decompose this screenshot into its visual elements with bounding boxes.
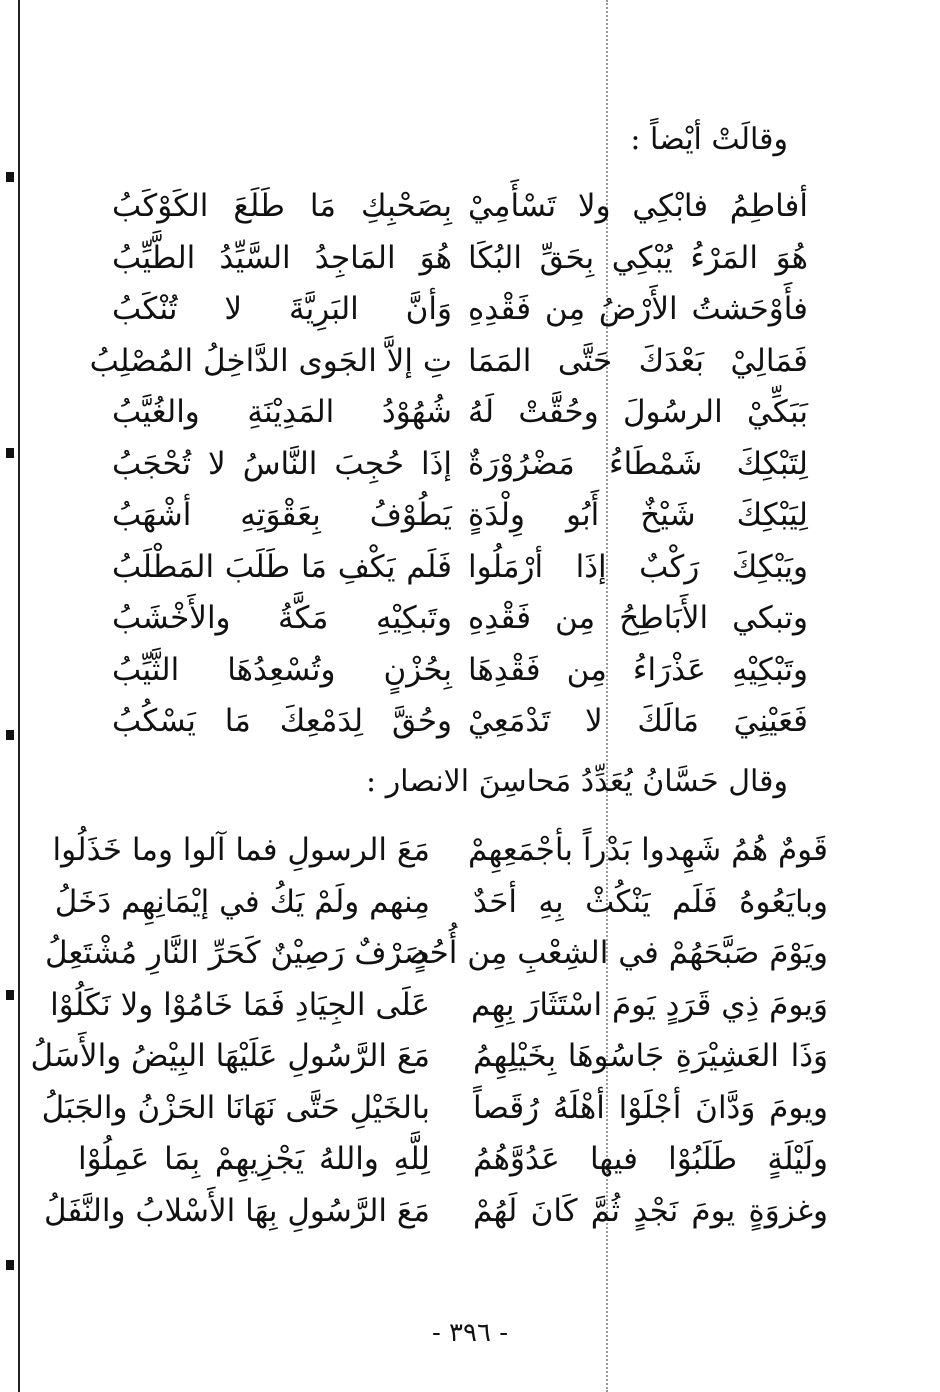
verse-line — [0, 876, 940, 928]
second-hemistich: بِحُزْنٍ وتُسْعِدُهَا الثَّيِّبُ — [112, 651, 452, 688]
verse-line — [0, 283, 940, 335]
first-hemistich: قَومٌ هُمُ شَهِدوا بَدْراً بأجْمَعِهِمْ — [467, 832, 828, 868]
first-hemistich: فَمَالِيْ بَعْدَكَ حَتَّى المَمَا — [468, 342, 808, 379]
binding-mark — [6, 1260, 14, 1270]
second-hemistich: بالخَيْلِ حَتَّى نَهَانَا الحَزْنُ والجَبَلُ — [41, 1089, 430, 1126]
verse-line — [0, 180, 940, 232]
first-hemistich: هُوَ المَرْءُ يُبْكِي بِحَقِّ البُكَا — [468, 239, 808, 276]
second-hemistich: مَعَ الرسولِ فما آلوا وما خَذَلُوا — [52, 832, 430, 868]
second-hemistich: مَعَ الرَّسُولِ بِهَا الأَسْلابُ والنَّفَلُ — [43, 1192, 430, 1229]
verse-line — [0, 335, 940, 387]
poem1-heading: وقالَتْ أيْضاً : — [630, 122, 788, 157]
first-hemistich: وبايَعُوهُ فَلَم يَنْكُثْ بِهِ أحَدٌ — [473, 883, 828, 920]
first-hemistich: فأَوْحَشتُ الأَرْضُ مِن فَقْدِهِ — [468, 291, 808, 327]
first-hemistich: وتَبْكِيْهِ عَذْرَاءُ مِن فَقْدِهَا — [468, 651, 808, 688]
poem2-heading: وقال حَسَّانُ يُعَدِّدُ مَحاسِنَ الانصار : — [366, 764, 788, 799]
second-hemistich: مِنهم ولَمْ يَكُ في إيْمَانِهِم دَخَلُ — [54, 883, 430, 920]
first-hemistich: ولَيْلَةٍ طَلَبُوْا فيها عَدُوَّهُمُ — [473, 1141, 828, 1177]
second-hemistich: عَلَى الجِيَادِ فَمَا خَامُوْا ولا نَكَلُوْا — [50, 986, 430, 1023]
verse-line — [0, 489, 940, 541]
verse-line — [0, 1185, 940, 1237]
second-hemistich: فَلَم يَكْفِ مَا طَلَبَ المَطْلَبُ — [112, 548, 452, 585]
verse-line — [0, 927, 940, 979]
second-hemistich: وتَبكِيْهِ مَكَّةُ والأَخْشَبُ — [112, 600, 452, 636]
first-hemistich: وَذَا العَشِيْرَةِ جَاسُوهَا بِخَيْلِهِمُ — [473, 1038, 828, 1074]
second-hemistich: هُوَ المَاجِدُ السَّيِّدُ الطَّيِّبُ — [112, 239, 452, 276]
first-hemistich: لِيَبْكِكَ شَيْخٌ أَبُو وِلْدَةٍ — [468, 497, 808, 533]
first-hemistich: بَبَكِّيْ الرسُولَ وحُقَّتْ لَهُ — [468, 394, 808, 430]
first-hemistich: ويَوْمَ صَبَّحَهُمْ في الشِعْبِ مِن أُحُدٍ — [413, 935, 828, 971]
verse-line — [0, 1133, 940, 1185]
second-hemistich: مَعَ الرَّسُولِ عَلَيْهَا البِيْضُ والأَسَلُ — [30, 1038, 430, 1074]
verse-line — [0, 1030, 940, 1082]
verse-line — [0, 438, 940, 490]
verse-line — [0, 644, 940, 696]
first-hemistich: ويومَ وَدَّانَ أجْلَوْا أهْلَهُ رُقَصاً — [473, 1089, 828, 1126]
page-number: - ٣٩٦ - — [431, 1318, 509, 1348]
second-hemistich: وَأنَّ البَرِيَّةَ لا تُنْكَبُ — [112, 291, 452, 327]
verse-line — [0, 1082, 940, 1134]
second-hemistich: يَطُوْفُ بِعَقْوَتِهِ أشْهَبُ — [112, 497, 452, 533]
verse-line — [0, 232, 940, 284]
verse-line — [0, 695, 940, 747]
second-hemistich: لِلَّهِ واللهُ يَجْزِيهِمْ بِمَا عَمِلُوْا — [78, 1141, 430, 1177]
verse-line — [0, 824, 940, 876]
second-hemistich: صَرْفٌ رَصِيْنٌ كَحَرِّ النَّارِ مُشْتَعِلُ — [45, 935, 430, 971]
first-hemistich: ويَبْكِكَ رَكْبٌ إذَا أرْمَلُوا — [468, 548, 808, 585]
second-hemistich: وحُقَّ لِدَمْعِكَ مَا يَسْكُبُ — [112, 703, 452, 739]
verse-line — [0, 541, 940, 593]
verse-line — [0, 386, 940, 438]
first-hemistich: وغزوَةٍ يومَ نَجْدٍ ثُمَّ كَانَ لَهُمْ — [473, 1192, 828, 1229]
second-hemistich: تِ إلاَّ الجَوى الدَّاخِلُ المُصْلِبُ — [89, 342, 452, 379]
verse-line — [0, 979, 940, 1031]
second-hemistich: شُهُوْدُ المَدِيْنَةِ والغُيَّبُ — [112, 394, 452, 430]
first-hemistich: أفاطِمُ فابْكِي ولا تَسْأَمِيْ — [468, 188, 808, 224]
second-hemistich: بِصَحْبِكِ مَا طَلَعَ الكَوْكَبُ — [112, 188, 452, 224]
first-hemistich: وَيومَ ذِي قَرَدٍ يَومَ اسْتَثَارَ بِهِم — [471, 986, 828, 1023]
verse-line — [0, 592, 940, 644]
first-hemistich: فَعَيْنِيَ مَالَكَ لا تَدْمَعِيْ — [468, 703, 808, 739]
first-hemistich: لِتَبْكِكَ شَمْطَاءُ مَضْرُوْرَةٌ — [468, 445, 808, 482]
second-hemistich: إذَا حُجِبَ النَّاسُ لا تُحْجَبُ — [112, 445, 452, 482]
first-hemistich: وتبكي الأَبَاطِحُ مِن فَقْدِهِ — [468, 600, 808, 636]
